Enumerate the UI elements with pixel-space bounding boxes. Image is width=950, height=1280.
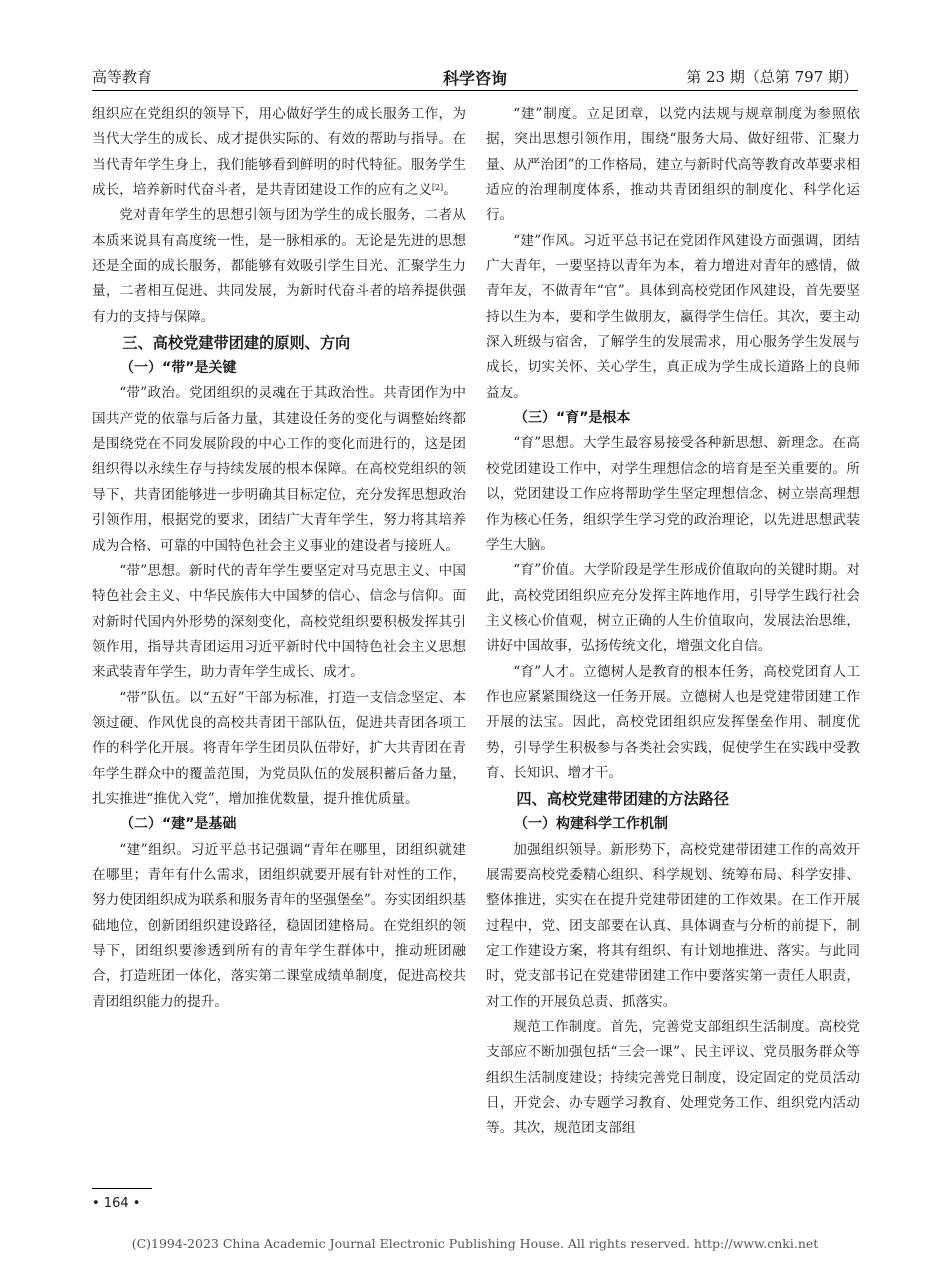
paragraph-text: 组织应在党组织的领导下，用心做好学生的成长服务工作，为当代大学生的成长、成才提供实际的、有效的帮助与指导。在当代青年学生身上，我们能够看到鲜明的时代特征。服务学生成长，培养新时代奋斗者，是共青团建设工作的应有之义 [92, 106, 466, 199]
subsection-heading: （二）“建”是基础 [120, 816, 237, 833]
page-number: • 164 • [92, 1196, 141, 1211]
header-journal-title: 科学咨询 [442, 69, 507, 88]
page-header [0, 0, 950, 96]
paragraph: “带”政治。党团组织的灵魂在于其政治性。共青团作为中国共产党的依靠与后备力量，其建设任务的变化与调整始终都是围绕党在不同发展阶段的中心工作的变化而进行的，这是团组织得以永续生存与持续发展的根本保障。在高校党组织的领导下，共青团能够进一步明确其目标定位，充分发挥思想政治引领作用，根据党的要求，团结广大青年学生，努力将其培养成为合格、可靠的中国特色社会主义事业的建设者与接班人。 [92, 385, 466, 554]
paragraph: “建”制度。立足团章，以党内法规与规章制度为参照依据，突出思想引领作用，围绕“服务大局、做好纽带、汇聚力量、从严治团”的工作格局，建立与新时代高等教育改革要求相适应的治理制度体系，推动共青团组织的制度化、科学化运行。 [486, 106, 860, 224]
subsection-heading: （一）“带”是关键 [120, 360, 237, 377]
paragraph: “建”组织。习近平总书记强调“青年在哪里，团组织就建在哪里；青年有什么需求，团组织就要开展有针对性的工作，努力使团组织成为联系和服务青年的坚强堡垒”。夯实团组织基础地位，创新团组织建设路径，稳固团建格局。在党组织的领导下，团组织要渗透到所有的青年学生群体中，推动班团融合，打造班团一体化，落实第二课堂成绩单制度，促进高校共青团组织能力的提升。 [92, 841, 466, 1010]
right-column [486, 102, 860, 1142]
left-column [92, 102, 466, 1015]
paragraph: 党对青年学生的思想引领与团为学生的成长服务，二者从本质来说具有高度统一性，是一脉相承的。无论是先进的思想还是全面的成长服务，都能够有效吸引学生目光、汇聚学生力量，二者相互促进、共同发展，为新时代奋斗者的培养提供强有力的支持与保障。 [92, 207, 466, 325]
paragraph: “育”思想。大学生最容易接受各种新思想、新理念。在高校党团建设工作中，对学生理想信念的培育是至关重要的。所以，党团建设工作应将帮助学生坚定理想信念、树立崇高理想作为核心任务，组织学生学习党的政治理论，以先进思想武装学生大脑。 [486, 435, 860, 553]
section-heading: 三、高校党建带团建的原则、方向 [122, 334, 351, 353]
paragraph: “育”人才。立德树人是教育的根本任务，高校党团育人工作也应紧紧围绕这一任务开展。立德树人也是党建带团建工作开展的法宝。因此，高校党团组织应发挥堡垒作用、制度优势，引导学生积极参与各类社会实践，促使学生在实践中受教育、长知识、增才干。 [486, 663, 860, 781]
footer-rule [92, 1188, 152, 1189]
paragraph: 加强组织领导。新形势下，高校党建带团建工作的高效开展需要高校党委精心组织、科学规划、统筹布局、科学安排、整体推进，实实在在提升党建带团建的工作效果。在工作开展过程中，党、团支部要在认真、具体调查与分析的前提下，制定工作建设方案，将其有组织、有计划地推进、落实。与此同时，党支部书记在党建带团建工作中要落实第一责任人职责，对工作的开展负总责、抓落实。 [486, 841, 860, 1010]
paragraph: “带”队伍。以“五好”干部为标准，打造一支信念坚定、本领过硬、作风优良的高校共青团干部队伍，促进共青团各项工作的科学化开展。将青年学生团员队伍带好，扩大共青团在青年学生群众中的覆盖范围，为党员队伍的发展积蓄后备力量，扎实推进“推优入党”，增加推优数量，提升推优质量。 [92, 689, 466, 807]
section-heading: 四、高校党建带团建的方法路径 [516, 790, 730, 809]
paragraph: “育”价值。大学阶段是学生形成价值取向的关键时期。对此，高校党团组织应充分发挥主阵地作用，引导学生践行社会主义核心价值观，树立正确的人生价值取向，发展法治思维，讲好中国故事，弘扬传统文化，增强文化自信。 [486, 562, 860, 655]
citation-ref: [2] [431, 183, 444, 193]
copyright-notice: (C)1994-2023 China Academic Journal Electronic Publishing House. All rights reserved. http://www.cnki.net [131, 1236, 819, 1251]
subsection-heading: （三）“育”是根本 [514, 410, 631, 427]
paragraph-end: 。 [443, 182, 457, 199]
paragraph: 规范工作制度。首先，完善党支部组织生活制度。高校党支部应不断加强包括“三会一课”、民主评议、党员服务群众等组织生活制度建设；持续完善党日制度，设定固定的党员活动日，开党会、办专题学习教育、处理党务工作、组织党内活动等。其次，规范团支部组 [486, 1019, 860, 1137]
subsection-heading: （一）构建科学工作机制 [514, 816, 668, 833]
paragraph [92, 102, 466, 203]
paragraph: “带”思想。新时代的青年学生要坚定对马克思主义、中国特色社会主义、中华民族伟大中国梦的信心、信念与信仰。面对新时代国内外形势的深刻变化，高校党组织要积极发挥其引领作用，指导共青团运用习近平新时代中国特色社会主义思想来武装青年学生，助力青年学生成长、成才。 [92, 562, 466, 681]
header-rule [92, 90, 858, 91]
header-category: 高等教育 [92, 68, 153, 86]
header-issue-number: 第 23 期（总第 797 期） [686, 68, 858, 86]
paragraph: “建”作风。习近平总书记在党团作风建设方面强调，团结广大青年，一要坚持以青年为本，着力增进对青年的感情，做青年友，不做青年“官”。具体到高校党团作风建设，首先要坚持以生为本，要和学生做朋友，赢得学生信任。其次，要主动深入班级与宿舍，了解学生的发展需求，用心服务学生发展与成长，切实关怀、关心学生，真正成为学生成长道路上的良师益友。 [486, 232, 860, 401]
